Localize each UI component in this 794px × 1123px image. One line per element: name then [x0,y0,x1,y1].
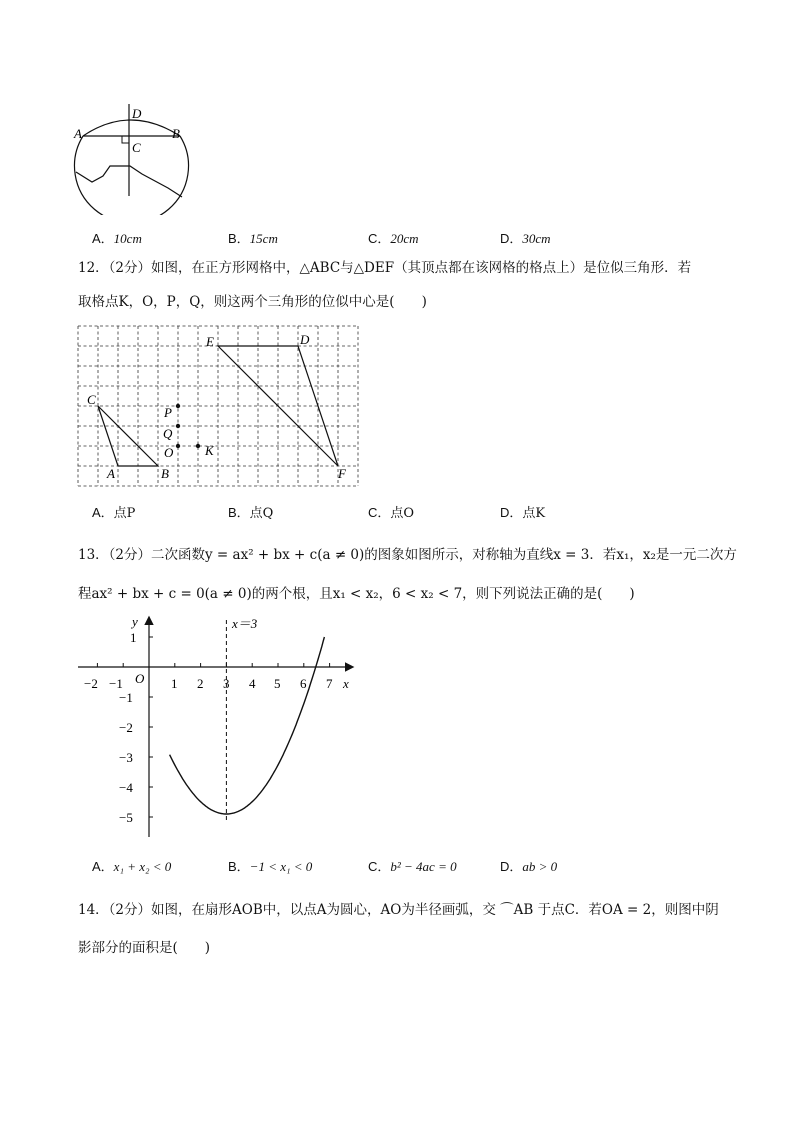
q13-xtick-6: 6 [300,676,307,691]
q12-label-E: E [206,334,214,349]
q12-label-B: B [161,466,169,481]
q12-option-d-letter: D． [500,505,523,520]
q14-stem-line1: 14．（2分）如图，在扇形AOB中，以点A为圆心，AO为半径画弧，交 ⌒AB 于点C．若OA = 2，则图中阴 [78,902,719,918]
q11-option-a [92,228,142,247]
q12-option-a [92,502,135,521]
q11-option-d [500,228,551,247]
q13-option-b [228,856,312,875]
q12-option-c-text: 点O [390,506,415,521]
q12-label-K: K [205,443,214,458]
q13-option-d-letter: D． [500,859,523,874]
q12-option-d-text: 点K [522,506,546,521]
q11-option-c-letter: C． [368,231,391,246]
q12-stem-line1: 12．（2分）如图，在正方形网格中，△ABC与△DEF（其顶点都在该网格的格点上）是位似三角形．若 [78,260,692,276]
q13-ytick-m1: −1 [119,690,133,705]
q12-label-O: O [164,445,174,460]
q11-option-d-text: 30cm [522,231,551,246]
q11-option-b [228,228,278,247]
q12-option-c-letter: C． [368,505,391,520]
q13-xtick-3: 3 [223,676,230,691]
q12-label-P: P [164,405,172,420]
q12-label-C: C [87,392,96,407]
q13-ytick-1: 1 [130,630,137,645]
q11-option-a-letter: A． [92,231,114,246]
q12-option-b [228,502,273,521]
q13-parabola-graph [70,612,365,842]
q13-option-d [500,856,557,875]
q11-option-b-text: 15cm [249,231,278,246]
q11-option-c-text: 20cm [390,231,419,246]
q13-ytick-m5: −5 [119,810,133,825]
q13-option-d-text: ab > 0 [522,859,558,874]
q13-y-axis-label: y [132,614,138,629]
q12-label-Q: Q [163,426,173,441]
q12-label-A: A [107,466,115,481]
q12-option-a-letter: A． [92,505,114,520]
q12-option-a-text: 点P [113,506,136,521]
q11-option-a-text: 10cm [113,231,142,246]
q11-label-A: A [74,126,82,141]
q13-option-b-text: −1 < x₁ < 0 [249,859,313,874]
q13-option-c-text: b² − 4ac = 0 [390,859,457,874]
q12-option-c [368,502,414,521]
q13-stem-line2: 程ax² + bx + c = 0(a ≠ 0)的两个根，且x₁ < x₂，6 < x₂ < 7，则下列说法正确的是( ) [78,586,635,602]
q13-xtick-4: 4 [249,676,256,691]
q11-option-b-letter: B． [228,231,250,246]
q12-label-D: D [300,332,310,347]
q11-label-D: D [132,106,142,121]
q13-ytick-m4: −4 [119,780,133,795]
q13-option-c [368,856,457,875]
q13-ytick-m2: −2 [119,720,133,735]
q13-xtick-7: 7 [326,676,333,691]
q11-label-B: B [172,126,180,141]
q13-option-c-letter: C． [368,859,391,874]
q13-option-a-letter: A． [92,859,114,874]
q11-option-c [368,228,419,247]
q12-label-F: F [338,466,346,481]
q13-xtick-2: 2 [197,676,204,691]
q13-option-b-letter: B． [228,859,250,874]
q13-stem-line1: 13．（2分）二次函数y = ax² + bx + c(a ≠ 0)的图象如图所示，对称轴为直线x = 3．若x₁，x₂是一元二次方 [78,547,737,563]
q13-x-axis-label: x [343,676,349,691]
q13-symmetry-label: x＝3 [232,616,258,631]
q13-origin-label: O [135,671,145,686]
q14-stem-line2: 影部分的面积是( ) [78,940,211,956]
q12-option-b-text: 点Q [249,506,274,521]
q12-stem-line2: 取格点K，O，P，Q，则这两个三角形的位似中心是( ) [78,294,427,310]
q13-xtick-5: 5 [274,676,281,691]
q12-option-b-letter: B． [228,505,250,520]
q13-ytick-m3: −3 [119,750,133,765]
q13-xtick-1: 1 [171,676,178,691]
q13-xtick-m1: −1 [109,676,123,691]
q11-label-C: C [132,140,141,155]
q13-xtick-m2: −2 [84,676,98,691]
q13-option-a-text: x₁ + x₂ < 0 [113,859,172,874]
q13-option-a [92,856,171,875]
q11-figure [70,100,200,215]
q12-grid-figure [74,324,364,490]
q12-option-d [500,502,545,521]
q11-option-d-letter: D． [500,231,523,246]
